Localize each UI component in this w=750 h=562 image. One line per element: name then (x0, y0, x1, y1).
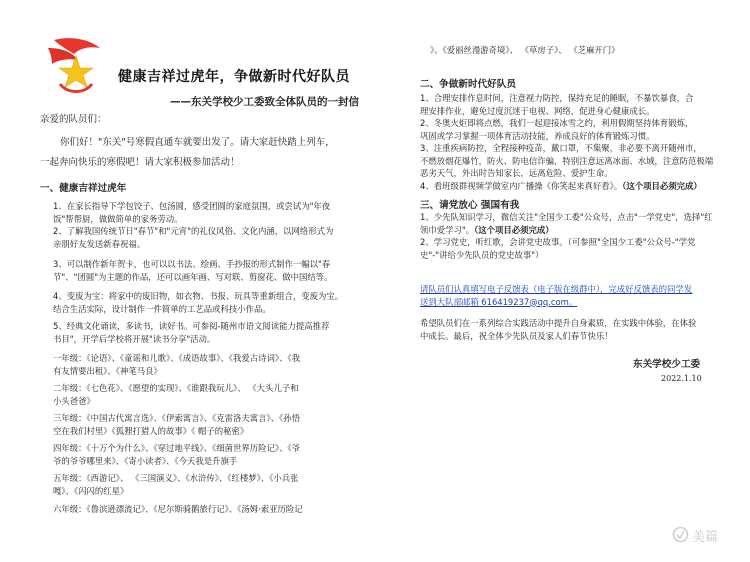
grade-list: 四年级：《十万个为什么》、《穿过地平线》、《细菌世界历险记》、《爷 爷的爷爷哪里来》、《寄小读者》、《今天我是升旗手 (53, 443, 301, 466)
grade-list: 五年级：《西游记》、 《三国演义》、《水浒传》、《红楼梦》、《小兵张 嘎》、《闪闪的红星》 (53, 473, 299, 496)
item-text: 4、看班级群视频学做室内广播操《你笑起来真好看》。 (420, 180, 623, 191)
required-note: （这个项目必须完成） (622, 180, 702, 191)
feedback-email-link[interactable]: 请队员们认真填写电子反馈表（电子版在级群中），完成好反馈表的同学发 送到大队部邮箱 616419237@qq.com。 (420, 284, 693, 307)
item-paragraph: 4、变废为宝：将家中的废旧物，如衣物、书报、玩具等重新组合，变废为宝。 结合生活实际，设计制作一件简单的工艺品或科技小作品。 (53, 291, 344, 314)
section1-heading: 一、健康吉祥过虎年 (40, 183, 127, 194)
grade-list: 三年级：《中国古代寓言选》、《伊索寓言》、《克雷洛夫寓言》、《孙悟 空在我们村里》《狐狸打猎人的故事》《 帽子的秘密》 (53, 413, 301, 436)
section3-body: 1、少先队知识学习，微信关注"全国少工委"公众号，点击"一学党史"，选择"红 领巾爱学习"。（这个项目必须完成） 2、学习党史，听红歌，会讲党史故事。（可参照"全国少工委"公众号-"学党 史"-"讲给少先队员的党史故事"） (420, 212, 713, 260)
item-paragraph: 3、可以制作新年贺卡，也可以以书法、绘画、手抄报的形式制作一幅以"春 节"、"团圆"为主题的作品，还可以画年画、写对联、剪窗花、做中国结等。 (53, 259, 333, 282)
letter-date: 2022.1.10 (661, 374, 702, 383)
letter-subtitle: ——东关学校少工委致全体队员的一封信 (170, 96, 359, 108)
intro-line-2: 一起奔向快乐的寒假吧！请大家积极参加活动！ (40, 157, 240, 168)
booklist-continuation: 》、《爱丽丝漫游奇境》、 《草房子》、 《芝麻开门》 (430, 45, 620, 55)
watermark: 美篇 (692, 530, 719, 545)
intro-line-1: 你们好！"东关"号寒假直通车就要出发了。请大家赶快踏上列车， (60, 137, 335, 148)
required-note: （这个项目必须完成） (474, 224, 554, 235)
section3-heading: 三、请党放心 强国有我 (420, 200, 520, 211)
young-pioneers-logo-icon (38, 34, 104, 96)
item-paragraph: 1、在家长指导下学包饺子、包汤圆，感受团圆的家庭氛围，或尝试为"年夜 饭"帮帮厨，做做简单的家务劳动。 2、了解我国传统节日"春节"和"元宵"的礼仪风俗、文化内涵，以网络形式为 亲朋好友发送新春祝福。 (53, 201, 334, 249)
grade-list: 二年级：《七色花》、《愿望的实现》、《谁跟我玩儿》、 《大头儿子和 小头爸爸》 (53, 383, 299, 406)
meipian-logo-icon (672, 526, 689, 543)
greeting: 亲爱的队员们： (40, 114, 107, 125)
letter-title: 健康吉祥过虎年，争做新时代好队员 (118, 69, 350, 85)
right-page (375, 0, 750, 562)
grade-list: 六年级：《鲁滨逊漂流记》、《尼尔斯骑鹅旅行记》、《汤姆·索亚历险记 (53, 504, 303, 514)
closing-paragraph: 希望队员们在一系列综合实践活动中提升自身素质，在实践中体验，在体验 中成长。最后，祝全体少先队员及家人们春节快乐！ (420, 318, 697, 341)
item-paragraph: 5、经典文化诵读，多读书，读好书。可参阅-随州市语文阅读能力提高推荐 书目"，开学后学校将开展"读书分享"活动。 (53, 321, 330, 344)
section2-heading: 二、争做新时代好队员 (420, 79, 516, 90)
section2-body: 1、合理安排作息时间，注意视力防控，保持充足的睡眠，不暴饮暴食，合 理安排作业，避免过度沉迷于电视、网络，促进身心健康成长。 2、冬奥火炬即将点燃，我们一起迎接冰雪之约，利用假期坚持体育锻炼， 巩固或学习掌握一项体育活动技能，养成良好的体育锻炼习惯。 3、注重疾病防控，全程接种疫苗，戴口罩，不集聚，非必要不离开随州市， 不燃放烟花爆竹，防火、防电信诈骗，特别注意远离冰面、水域，注意防范极端 恶劣天气，外出时告知家长，远离危险、爱护生命。 4、看班级群视频学做室内广播操《你笑起来真好看》。（这个项目必须完成） (420, 93, 714, 191)
signature: 东关学校少工委 (633, 359, 701, 370)
grade-list: 一年级：《论语》、《童谣和儿歌》、《成语故事》、《我爱古诗词》、《我 有友情要出租》、《神笔马良》 (53, 353, 300, 376)
